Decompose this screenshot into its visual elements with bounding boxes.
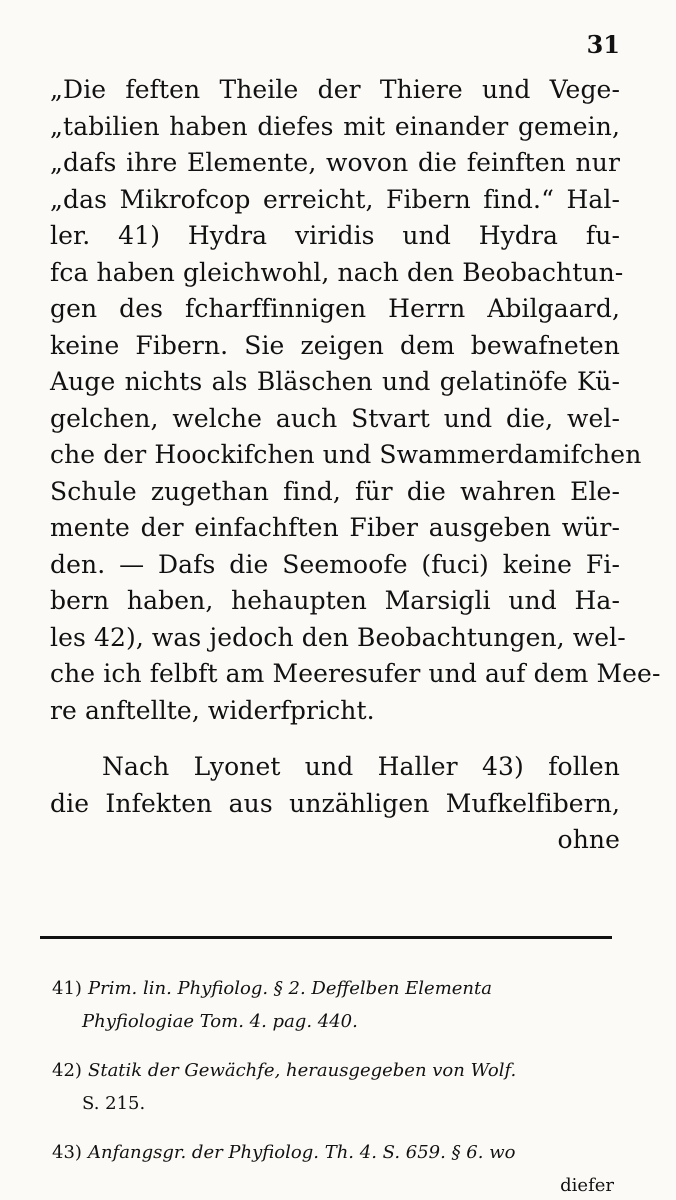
footnote-text: Anfangsgr. der Phyfiolog. Th. 4. S. 659. § 6. wo — [88, 1142, 516, 1163]
footnote — [52, 1136, 614, 1200]
text-line: ler. 41) Hydra viridis und Hydra fu- — [50, 221, 620, 250]
paragraph-gap — [50, 729, 620, 749]
text-line: mente der einfachften Fiber ausgeben wür- — [50, 513, 620, 542]
catchword: ohne — [557, 825, 620, 854]
footnote-catchword: diefer — [560, 1175, 614, 1196]
text-line: gelchen, welche auch Stvart und die, wel- — [50, 403, 620, 433]
text-line: re anftellte, widerfpricht. — [50, 695, 375, 725]
text-line: „dafs ihre Elemente, wovon die feinften nur — [50, 148, 620, 177]
text-line: „das Mikrofcop erreicht, Fibern find.“ Hal- — [50, 184, 620, 214]
footnotes — [52, 972, 614, 1200]
text-line: Nach Lyonet und Haller 43) follen — [102, 752, 620, 781]
footnote-number: 41) — [52, 978, 82, 999]
footnote-text: S. 215. — [82, 1093, 146, 1114]
text-line: bern haben, hehaupten Marsigli und Ha- — [50, 586, 620, 615]
page-number: 31 — [586, 30, 620, 59]
text-line: keine Fibern. Sie zeigen dem bewafneten — [50, 330, 620, 360]
text-line: Schule zugethan find, für die wahren Ele- — [50, 476, 620, 506]
text-line: „Die feften Theile der Thiere und Vege- — [50, 75, 620, 104]
footnote — [52, 1054, 614, 1120]
text-line: „tabilien haben diefes mit einander gemein, — [50, 111, 620, 141]
footnote-text: Phyfiologiae Tom. 4. pag. 440. — [82, 1011, 358, 1032]
text-line: gen des fcharffinnigen Herrn Abilgaard, — [50, 294, 620, 323]
footnote — [52, 972, 614, 1038]
text-line: che ich felbft am Meeresufer und auf dem Mee- — [50, 659, 661, 688]
text-line: die Infekten aus unzähligen Mufkelfibern, — [50, 788, 620, 818]
footnote-number: 42) — [52, 1060, 82, 1081]
text-line: den. — Dafs die Seemoofe (fuci) keine Fi- — [50, 549, 620, 579]
text-line: fca haben gleichwohl, nach den Beobachtun- — [50, 257, 624, 287]
footnote-number: 43) — [52, 1142, 82, 1163]
text-line: les 42), was jedoch den Beobachtungen, wel- — [50, 622, 626, 652]
text-line: Auge nichts als Bläschen und gelatinöfe Kü- — [50, 367, 620, 396]
body-text — [50, 72, 661, 859]
text-line: che der Hoockifchen und Swammerdamifchen — [50, 440, 642, 469]
footnote-text: Statik der Gewächfe, herausgegeben von Wolf. — [88, 1060, 517, 1081]
footnote-rule — [40, 936, 612, 939]
footnote-text: Prim. lin. Phyfiolog. § 2. Deffelben Elementa — [88, 978, 492, 999]
